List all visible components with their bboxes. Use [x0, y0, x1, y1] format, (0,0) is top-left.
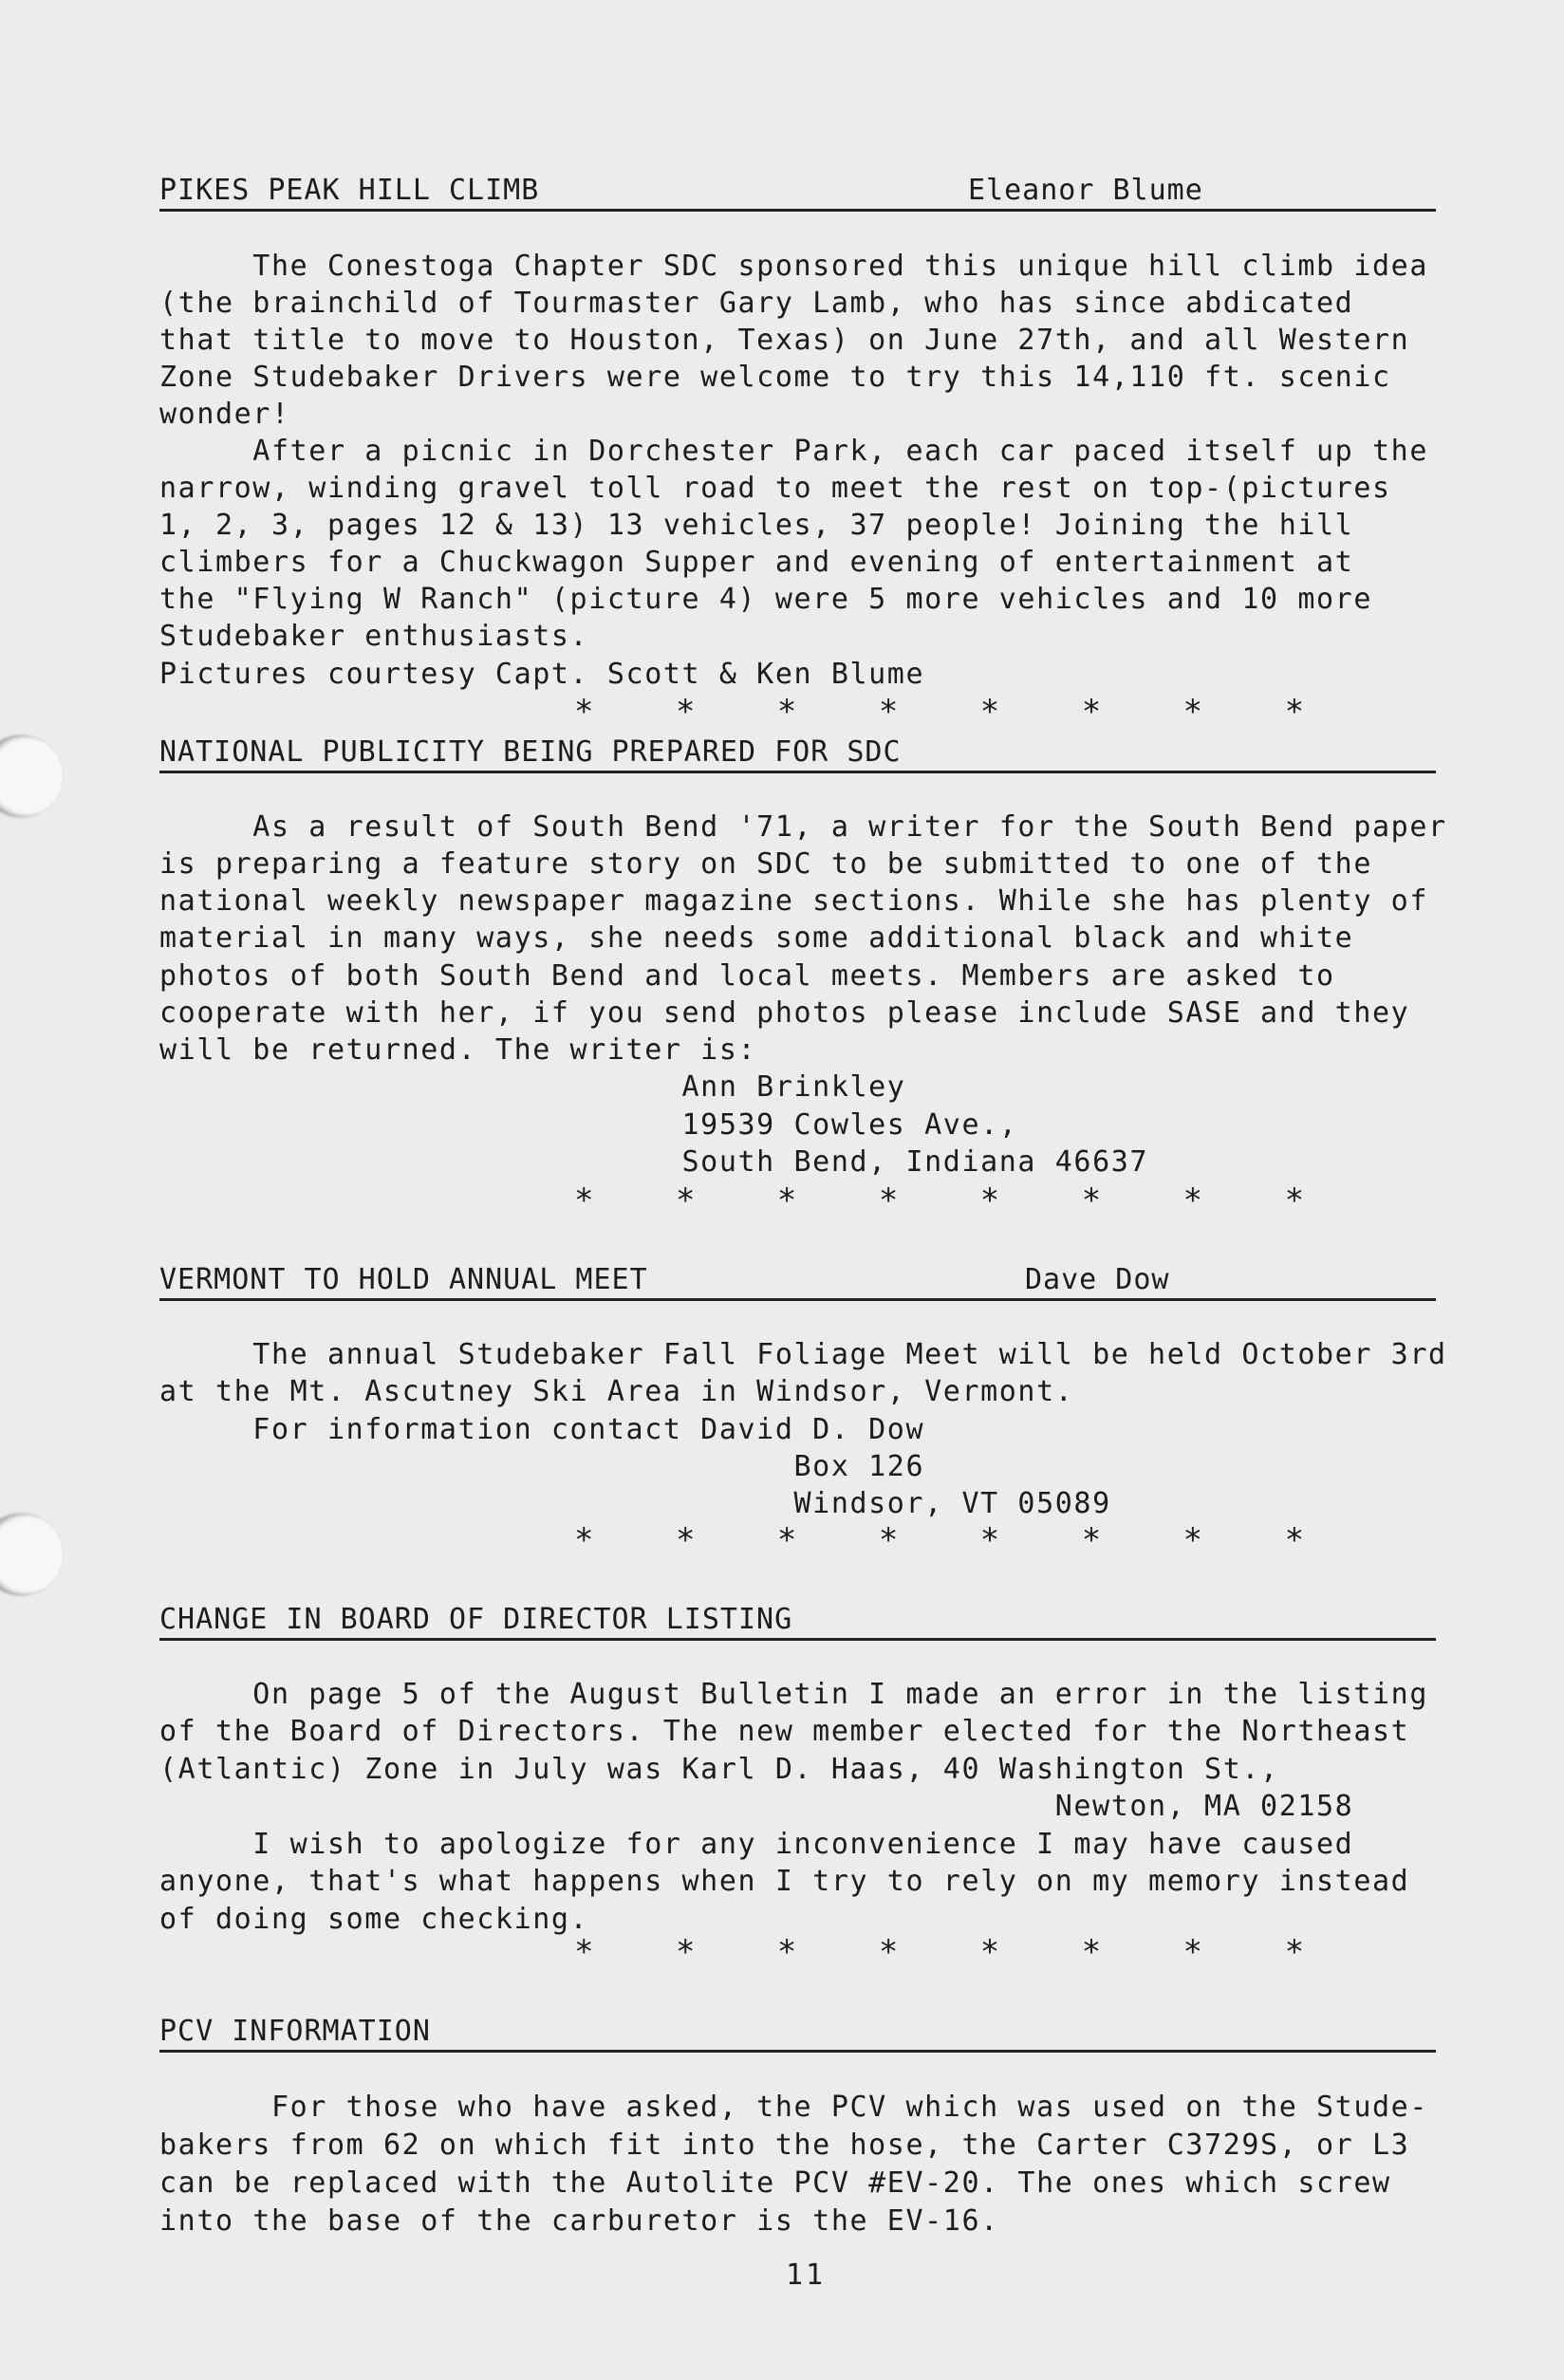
body-line: at the Mt. Ascutney Ski Area in Windsor, Vermont. — [159, 1375, 1074, 1408]
article-pcv-information — [159, 2012, 1436, 2053]
address-line: Box 126 — [159, 1450, 925, 1483]
address-line: South Bend, Indiana 46637 — [159, 1145, 1149, 1179]
binder-hole-top — [0, 735, 63, 817]
article-title: PIKES PEAK HILL CLIMB — [159, 174, 540, 207]
body-line: that title to move to Houston, Texas) on June 27th, and all Western — [159, 324, 1410, 357]
article-vermont-meet — [159, 1260, 1436, 1301]
article-header — [159, 1600, 1436, 1641]
body-line: is preparing a feature story on SDC to be submitted to one of the — [159, 847, 1372, 881]
body-line: The Conestoga Chapter SDC sponsored this unique hill climb idea — [159, 250, 1428, 283]
body-line: anyone, that's what happens when I try to rely on my memory instead — [159, 1865, 1410, 1898]
body-line: For information contact David D. Dow — [159, 1413, 925, 1446]
binder-hole-bottom — [0, 1514, 63, 1595]
body-line: narrow, winding gravel toll road to meet the rest on top-(pictures — [159, 472, 1391, 505]
body-line: As a result of South Bend '71, a writer for the South Bend paper — [159, 810, 1447, 844]
photo-credit: Pictures courtesy Capt. Scott & Ken Blume — [159, 658, 925, 691]
section-divider: * * * * * * * * — [574, 1181, 1336, 1219]
body-line: The annual Studebaker Fall Foliage Meet will be held October 3rd — [159, 1338, 1447, 1371]
body-line: cooperate with her, if you send photos please include SASE and they — [159, 996, 1410, 1030]
address-line: 19539 Cowles Ave., — [159, 1108, 1018, 1142]
article-title: PCV INFORMATION — [159, 2015, 431, 2048]
body-line: On page 5 of the August Bulletin I made an error in the listing — [159, 1678, 1428, 1711]
article-author: Dave Dow — [1025, 1263, 1170, 1296]
section-divider: * * * * * * * * — [574, 1933, 1336, 1971]
body-line: material in many ways, she needs some additional black and white — [159, 921, 1354, 955]
address-line: Newton, MA 02158 — [159, 1790, 1354, 1823]
article-author: Eleanor Blume — [968, 174, 1203, 207]
body-line: can be replaced with the Autolite PCV #EV-20. The ones which screw — [159, 2166, 1391, 2200]
body-line: national weekly newspaper magazine sections. While she has plenty of — [159, 884, 1428, 918]
article-header — [159, 1260, 1436, 1301]
article-title: VERMONT TO HOLD ANNUAL MEET — [159, 1263, 648, 1296]
address-line: Ann Brinkley — [159, 1070, 906, 1104]
body-line: bakers from 62 on which fit into the hose, the Carter C3729S, or L3 — [159, 2129, 1410, 2162]
article-header — [159, 733, 1436, 773]
body-line: 1, 2, 3, pages 12 & 13) 13 vehicles, 37 people! Joining the hill — [159, 509, 1354, 542]
article-header — [159, 2012, 1436, 2053]
body-line: (the brainchild of Tourmaster Gary Lamb, who has since abdicated — [159, 287, 1354, 320]
article-board-listing — [159, 1600, 1436, 1641]
body-line: (Atlantic) Zone in July was Karl D. Haas, 40 Washington St., — [159, 1753, 1279, 1786]
page-number: 11 — [786, 2259, 827, 2292]
body-line: For those who have asked, the PCV which was used on the Stude- — [159, 2091, 1428, 2124]
article-header — [159, 171, 1436, 212]
body-line: the "Flying W Ranch" (picture 4) were 5 more vehicles and 10 more — [159, 583, 1372, 616]
section-divider: * * * * * * * * — [574, 693, 1336, 731]
section-divider: * * * * * * * * — [574, 1521, 1336, 1559]
body-line: into the base of the carburetor is the EV-16. — [159, 2204, 999, 2238]
body-line: will be returned. The writer is: — [159, 1033, 757, 1067]
body-line: wonder! — [159, 398, 290, 431]
body-line: of the Board of Directors. The new member elected for the Northeast — [159, 1715, 1410, 1748]
body-line: I wish to apologize for any inconvenience I may have caused — [159, 1828, 1354, 1861]
address-line: Windsor, VT 05089 — [159, 1487, 1111, 1520]
article-title: NATIONAL PUBLICITY BEING PREPARED FOR SDC — [159, 735, 902, 769]
body-line: Studebaker enthusiasts. — [159, 620, 589, 653]
article-national-publicity — [159, 733, 1436, 773]
article-title: CHANGE IN BOARD OF DIRECTOR LISTING — [159, 1603, 793, 1636]
body-line: Zone Studebaker Drivers were welcome to try this 14,110 ft. scenic — [159, 361, 1391, 394]
body-line: After a picnic in Dorchester Park, each car paced itself up the — [159, 435, 1428, 468]
body-line: of doing some checking. — [159, 1903, 589, 1936]
article-pikes-peak — [159, 171, 1436, 212]
body-line: photos of both South Bend and local meets. Members are asked to — [159, 959, 1335, 993]
body-line: climbers for a Chuckwagon Supper and evening of entertainment at — [159, 546, 1354, 579]
